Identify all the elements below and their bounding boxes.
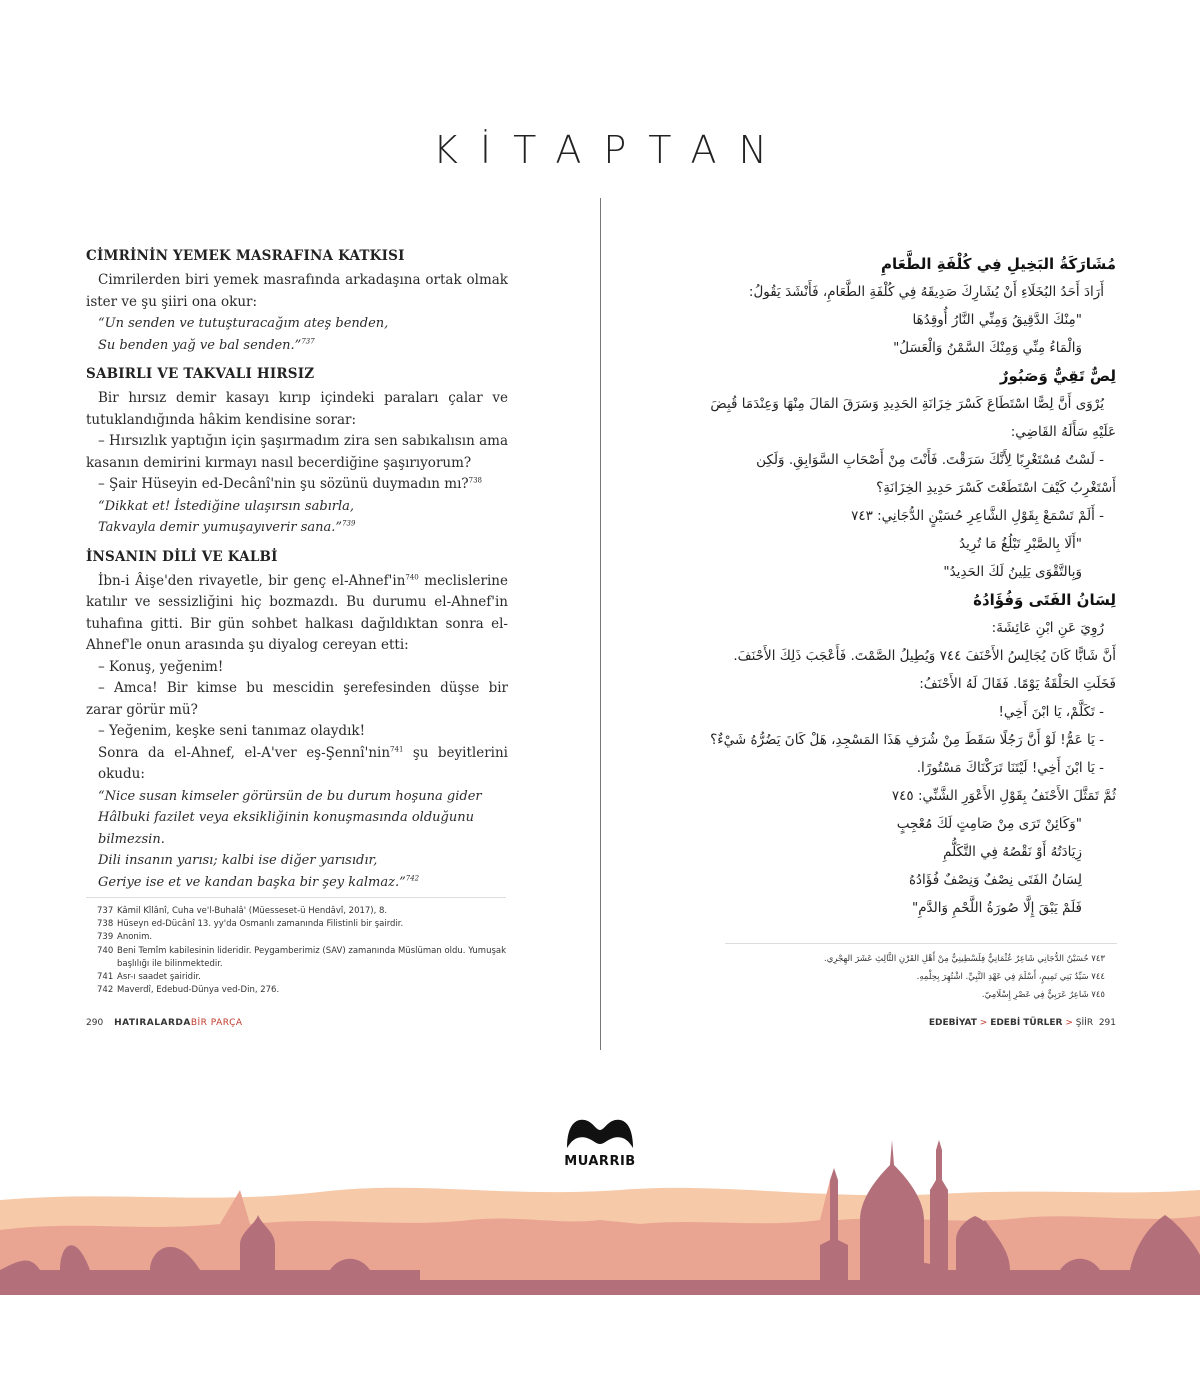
footnote-ref[interactable]: 742 <box>405 874 420 883</box>
folio-left <box>86 1018 243 1028</box>
arabic-text-line: أَنَّ شَابًّا كَانَ يُجَالِسُ الأَحْنَفَ ٧٤٤ وَيُطِيلُ الصَّمْتَ. فَأَعْجَبَ ذَلِكَ الأَحْنَفَ. <box>733 648 1116 664</box>
section-dil-kalp <box>86 549 508 894</box>
arabic-text-line: - لَسْتُ مُسْتَغْرِبًا لِأَنَّكَ سَرَقْتَ. فَأَنْتَ مِنْ أَصْحَابِ السَّوَابِقِ. وَلَكِن <box>756 452 1104 468</box>
footnote: 739 Anonim. <box>97 932 153 943</box>
page-title: KİTAPTAN <box>433 128 789 172</box>
breadcrumb-item: ŞİİR <box>1075 1018 1094 1028</box>
section-hirsiz <box>86 366 508 539</box>
footnotes-left <box>97 905 507 997</box>
arabic-poem-line: فَلَمْ يَبْقَ إِلَّا صُورَةُ اللَّحْمِ وَالدَّمِ" <box>911 900 1082 916</box>
dialogue-line: – Konuş, yeğenim! <box>98 658 224 675</box>
dialogue-line: – Yeğenim, keşke seni tanımaz olaydık! <box>98 723 366 739</box>
arabic-text-line: - يَا عَمُّ! لَوْ أَنَّ رَجُلًا سَقَطَ مِنْ شُرَفِ هَذَا المَسْجِدِ، هَلْ كَانَ يَضُرُّهُ شَيْءٌ؟ <box>710 732 1104 748</box>
page-number: 291 <box>1098 1018 1116 1028</box>
arabic-text-line: - أَلَمْ تَسْمَعْ بِقَوْلِ الشَّاعِرِ حُسَيْنٍ الدُّجَانِي: ٧٤٣ <box>851 508 1104 524</box>
section-cimri <box>86 248 508 356</box>
footnote: 737 Kâmil Kîlânî, Cuha ve'l-Buhalâ' (Müesseset-ü Hendâvî, 2017), 8. <box>97 906 388 916</box>
book-brand-suffix: BİR PARÇA <box>190 1018 243 1028</box>
poem-line: Geriye ise et ve kandan başka bir şey kalmaz.”$^{742}$ <box>98 874 420 890</box>
footnotes-right <box>725 950 1105 1004</box>
arabic-text-line: رُوِيَ عَنِ ابْنِ عَائِشَةَ: <box>991 620 1104 636</box>
poem-line: Takvayla demir yumuşayıverir sana.”$^{739}$ <box>98 519 356 535</box>
poem-line: Hâlbuki fazilet veya eksikliğinin konuşmasında olduğunu bilmezsin. <box>98 810 474 847</box>
arabic-poem-line: "وَكَائِنْ تَرَى مِنْ صَامِتٍ لَكَ مُعْجِبٍ <box>896 816 1082 832</box>
arabic-section-heading: مُشَارَكَةُ البَخِيلِ فِي كُلْفَةِ الطَّعَامِ <box>881 255 1116 273</box>
footnote: ٧٤٣ حُسَيْنٌ الدُّجَانِي شَاعِرٌ عُثْمَانِيٌّ فِلَسْطِينِيٌّ مِنْ أَهْلِ القَرْنِ الثَّالِثِ عَشَرَ الهِجْرِي. <box>824 954 1105 964</box>
poem-line: Su benden yağ ve bal senden.”$^{737}$ <box>98 337 315 353</box>
section-heading: İNSANIN DİLİ VE KALBİ <box>86 548 278 565</box>
page-number: 290 <box>86 1018 104 1028</box>
arabic-poem-line: لِسَانُ الفَتَى نِصْفٌ وَنِصْفٌ فُؤَادُهُ <box>908 872 1082 888</box>
footnote: ٧٤٥ شَاعِرٌ عَرَبِيٌّ فِي عَصْرِ إِسْلَامِيّ. <box>981 990 1105 1000</box>
dialogue-line: – Şair Hüseyin ed-Decânî'nin şu sözünü duymadın mı?$^{738}$ <box>98 476 482 492</box>
arabic-text-line: أَرَادَ أَحَدُ البُخَلَاءِ أَنْ يُشَارِكَ صَدِيقَهُ فِي كُلْفَةِ الطَّعَامِ، فَأَنْشَدَ يَقُولُ: <box>748 284 1104 300</box>
arabic-poem-line: زِيَادَتُهُ أَوْ نَقْصُهُ فِي التَّكَلُّمِ <box>943 844 1082 860</box>
arabic-poem-line: وَبِالتَّقْوَى يَلِينُ لَكَ الحَدِيدُ" <box>943 564 1082 580</box>
folio-right <box>929 1018 1116 1028</box>
book-brand: HATIRALARDA <box>114 1018 191 1028</box>
footnote-ref[interactable]: 738 <box>468 476 482 485</box>
breadcrumb-separator: > <box>1065 1018 1073 1028</box>
dialogue-line: – Hırsızlık yaptığın için şaşırmadım zira sen sabıkalısın ama kasanın demirini kırmayı nasıl becerdiğine şaşırıyorum? <box>86 433 508 471</box>
poem-line: “Nice susan kimseler görürsün de bu durum hoşuna gider <box>98 788 482 804</box>
footnote-ref[interactable]: 739 <box>342 519 356 528</box>
arabic-text-line: - يَا ابْنَ أَخِي! لَيْتَنَا تَرَكْنَاكَ مَسْتُورًا. <box>916 760 1104 776</box>
breadcrumb-item: EDEBİYAT <box>928 1018 977 1028</box>
paragraph: Bir hırsız demir kasayı kırıp içindeki paraları çalar ve tutuklandığında hâkim kendisine sorar: <box>86 390 508 428</box>
footnote: 738 Hüseyn ed-Dücânî 13. yy'da Osmanlı zamanında Filistinli bir şairdir. <box>97 919 404 930</box>
footnote: 741 Asr-ı saadet şairidir. <box>97 972 201 983</box>
paragraph: İbn-i Âişe'den rivayetle, bir genç $el-Ahnef'in^{740}$ meclislerine katılır ve sessizliğini hiç bozmazdı. Bu durumu el-Ahnef'in tuhafına gitti. Bir gün sohbet halkası dağıldıktan sonra el-Ahnef'le onun arasında şu diyalog cereyan etti: <box>86 572 508 653</box>
paragraph: Cimrilerden biri yemek masrafında arkadaşına ortak olmak ister ve şu şiiri ona okur: <box>86 272 508 310</box>
footnote-ref[interactable]: 740 <box>405 573 419 581</box>
arabic-text-line: عَلَيْهِ سَأَلَهُ القَاضِي: <box>1010 424 1116 440</box>
logo-wordmark: MUARRIB <box>564 1154 636 1169</box>
arabic-text-line: فَخَلَتِ الحَلْقَةُ يَوْمًا. فَقَالَ لَهُ الأَحْنَفُ: <box>919 676 1116 692</box>
poem-line: “Dikkat et! İstediğine ulaşırsın sabırla, <box>98 498 355 514</box>
arabic-text-line: ثُمَّ تَمَثَّلَ الأَحْنَفُ بِقَوْلِ الأَعْوَرِ الشَّنِّي: ٧٤٥ <box>891 788 1116 804</box>
dialogue-line: Sonra da el-Ahnef, el-A'ver eş-Şennî'nin$^{741}$ şu beyitlerini okudu: <box>98 744 508 782</box>
arabic-text-line: أَسْتَغْرِبُ كَيْفَ اسْتَطَعْتَ كَسْرَ حَدِيدِ الخِزَانَةِ؟ <box>876 480 1116 496</box>
footnote-ref[interactable]: 741 <box>390 745 404 753</box>
arabic-text-line: يُرْوَى أَنَّ لِصًّا اسْتَطَاعَ كَسْرَ خِزَانَةِ الحَدِيدِ وَسَرَقَ المَالَ مِنْهَا وَعِنْدَمَا قُبِضَ <box>710 396 1104 412</box>
right-page-arabic <box>690 250 1116 922</box>
poem-line: Dili insanın yarısı; kalbi ise diğer yarısıdır, <box>98 853 378 868</box>
footnote: 740 Beni Temîm kabilesinin lideridir. Peygamberimiz (SAV) zamanında Müslüman oldu. Yumuşak başlılığı ile bilinmektedir. <box>97 945 507 969</box>
breadcrumb-item: EDEBİ TÜRLER <box>990 1018 1063 1028</box>
breadcrumb-separator: > <box>979 1018 988 1028</box>
section-heading: CİMRİNİN YEMEK MASRAFINA KATKISI <box>86 248 405 264</box>
footnote-rule <box>86 897 506 898</box>
section-heading: SABIRLI VE TAKVALI HIRSIZ <box>86 366 315 382</box>
arabic-poem-line: "مِنْكَ الدَّقِيقُ وَمِنِّي النَّارُ أُوقِدُهَا <box>912 312 1082 328</box>
footnote-rule <box>725 943 1117 944</box>
dialogue-line: – Amca! Bir kimse bu mescidin şerefesinden düşse bir zarar görür mü? <box>86 680 508 718</box>
city-skyline-illustration <box>0 1120 1200 1295</box>
arabic-text-line: - تَكَلَّمْ، يَا ابْنَ أَخِي! <box>998 704 1104 720</box>
left-page <box>86 248 508 903</box>
footnote: ٧٤٤ سَيِّدُ بَنِي تَمِيمٍ، أَسْلَمَ فِي عَهْدِ النَّبِيِّ. اشْتُهِرَ بِحِلْمِهِ. <box>916 972 1105 982</box>
arabic-section-heading: لِسَانُ الفَتَى وَفُؤَادُهُ <box>973 591 1116 609</box>
page-divider <box>600 198 601 1050</box>
footnote: 742 Maverdî, Edebud-Dünya ved-Din, 276. <box>97 985 280 996</box>
footnote-ref[interactable]: 737 <box>301 337 315 346</box>
arabic-poem-line: "أَلَا بِالصَّبْرِ تَبْلُغُ مَا تُرِيدُ <box>959 536 1082 552</box>
arabic-section-heading: لِصٌّ تَقِيٌّ وَصَبُورٌ <box>999 367 1116 385</box>
arabic-poem-line: وَالْمَاءُ مِنِّي وَمِنْكَ السَّمْنُ وَالْعَسَلُ" <box>893 340 1082 356</box>
poem-line: “Un senden ve tutuşturacağım ateş benden, <box>98 316 389 331</box>
